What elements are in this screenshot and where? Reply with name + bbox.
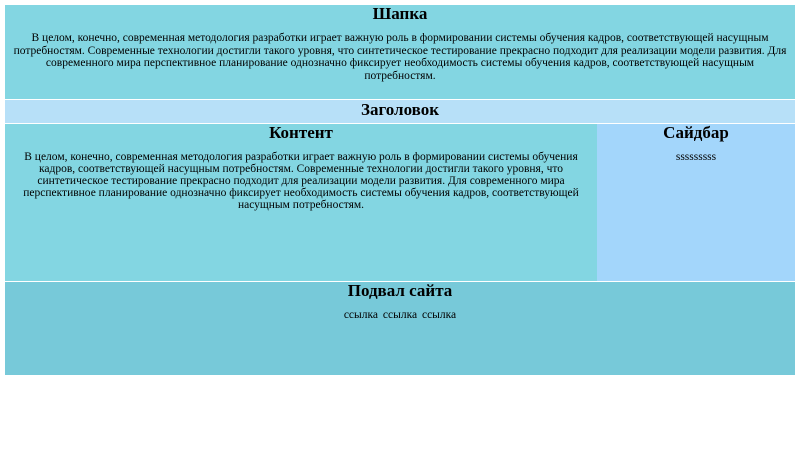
footer-title: Подвал сайта: [347, 281, 453, 300]
page: [5, 5, 795, 375]
footer-link-2[interactable]: ссылка: [382, 309, 418, 321]
sidebar-section: [597, 124, 795, 281]
site-footer: [5, 281, 795, 375]
content-title: Контент: [269, 123, 333, 142]
footer-link-1[interactable]: ссылка: [343, 309, 379, 321]
content-text: В целом, конечно, современная методология разработки играет важную роль в формировании системы обучения кадров, соответствующей насущным потребностям. Современные технологии достигли такого уровня, что синтетическое тестирование прекрасно подходит для реализации модели развития. Для современного мира перспективное планирование однозначно фиксирует необходимость системы обучения кадров, соответствующей насущным потребностям.: [23, 151, 579, 211]
header-text: В целом, конечно, современная методология разработки играет важную роль в формировании системы обучения кадров, соответствующей насущным потребностям. Современные технологии достигли такого уровня, что синтетическое тестирование прекрасно подходит для реализации модели развития. Для современного мира перспективное планирование однозначно фиксирует необходимость системы обучения кадров, соответствующей насущным потребностям.: [13, 32, 787, 82]
main-row: [5, 124, 795, 281]
page-title: Заголовок: [360, 100, 440, 119]
site-header: [5, 5, 795, 99]
footer-links: [5, 309, 795, 321]
header-title: Шапка: [372, 4, 428, 23]
sidebar-title: Сайдбар: [663, 123, 729, 142]
page-heading-band: [5, 99, 795, 124]
content-section: [5, 124, 597, 281]
footer-link-3[interactable]: ссылка: [421, 309, 457, 321]
sidebar-text: sssssssss: [675, 151, 717, 163]
